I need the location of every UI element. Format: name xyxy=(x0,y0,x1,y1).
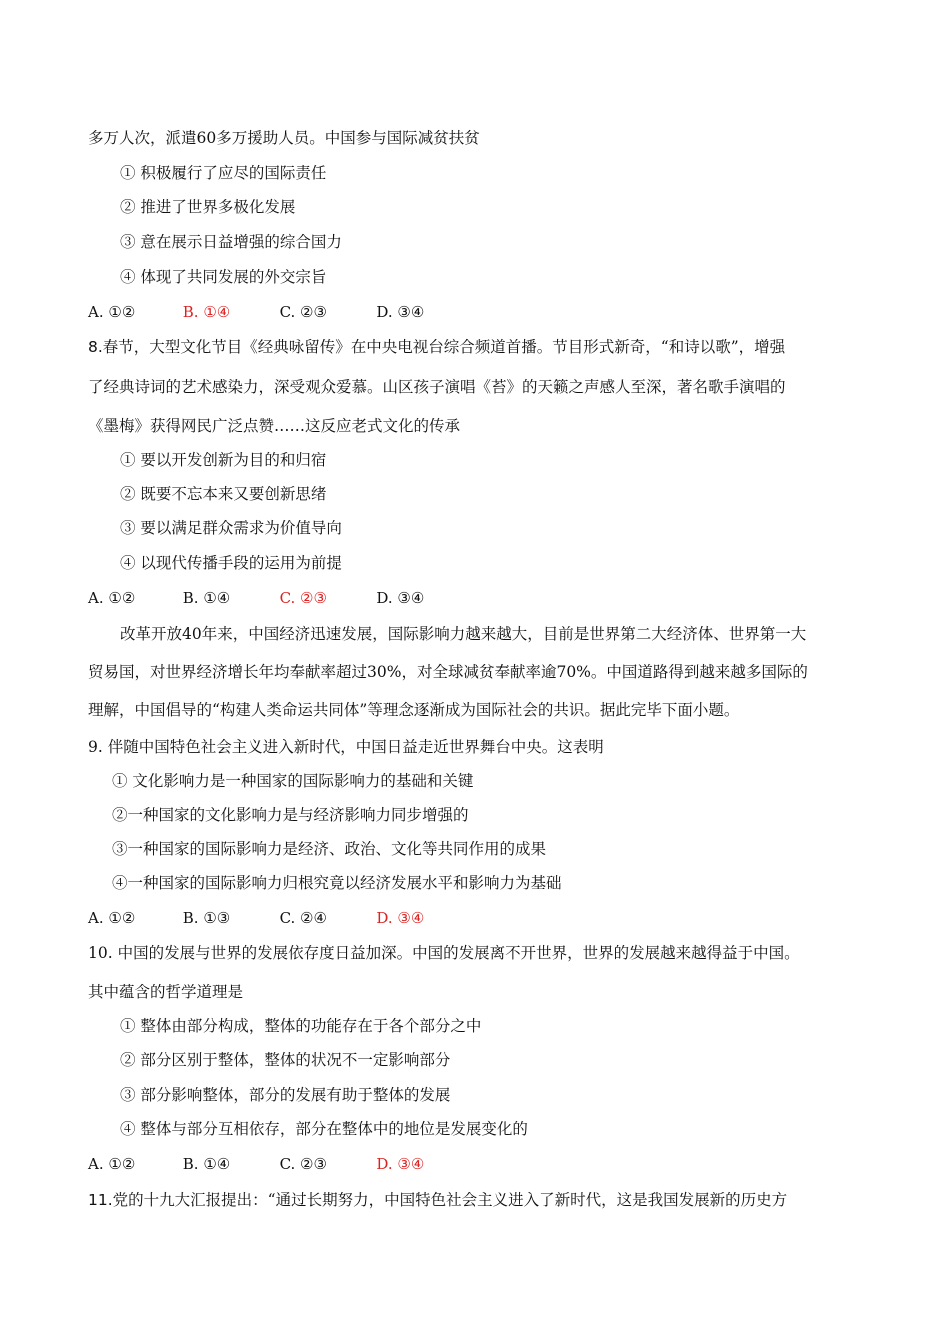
q9-answers xyxy=(88,908,424,928)
q8-option-1: ① 要以开发创新为目的和归宿 xyxy=(120,451,327,469)
q11-stem xyxy=(88,1190,787,1210)
passage-line-3: 理解，中国倡导的“构建人类命运共同体”等理念逐渐成为国际社会的共识。据此完毕下面小题。 xyxy=(88,701,740,719)
q7-option-3: ③ 意在展示日益增强的综合国力 xyxy=(120,233,342,251)
q7-option-4: ④ 体现了共同发展的外交宗旨 xyxy=(120,268,327,286)
q10-option-1: ① 整体由部分构成，整体的功能存在于各个部分之中 xyxy=(120,1017,482,1035)
q8-answers xyxy=(88,588,424,608)
q8-stem-line-3: 《墨梅》获得网民广泛点赞……这反应老式文化的传承 xyxy=(88,417,461,435)
q7-option-1: ① 积极履行了应尽的国际责任 xyxy=(120,164,327,182)
q8-option-4: ④ 以现代传播手段的运用为前提 xyxy=(120,554,342,572)
q11-stem-text: 党的十九大汇报提出：“通过长期努力，中国特色社会主义进入了新时代，这是我国发展新的历史方 xyxy=(112,1191,788,1209)
q10-answers xyxy=(88,1154,424,1174)
q11-number: 11. xyxy=(88,1191,113,1209)
q9-answer-b: B. ①③ xyxy=(182,909,231,927)
q10-option-3: ③ 部分影响整体，部分的发展有助于整体的发展 xyxy=(120,1086,451,1104)
q8-stem-line-2: 了经典诗词的艺术感染力，深受观众爱慕。山区孩子演唱《苔》的天籁之声感人至深，著名歌手演唱的 xyxy=(88,378,786,396)
q8-answer-b: B. ①④ xyxy=(182,589,231,607)
q10-stem-line-1: 10. 中国的发展与世界的发展依存度日益加深。中国的发展离不开世界，世界的发展越来越得益于中国。 xyxy=(88,944,800,962)
q9-option-3: ③一种国家的国际影响力是经济、政治、文化等共同作用的成果 xyxy=(112,840,547,858)
q9-answer-d: D. ③④ xyxy=(376,909,425,927)
q10-answer-c: C. ②③ xyxy=(279,1155,327,1173)
q8-stem-line-1 xyxy=(88,337,785,357)
q8-option-3: ③ 要以满足群众需求为价值导向 xyxy=(120,519,342,537)
q7-answer-c: C. ②③ xyxy=(279,303,327,321)
q10-option-4: ④ 整体与部分互相依存，部分在整体中的地位是发展变化的 xyxy=(120,1120,528,1138)
q8-answer-c: C. ②③ xyxy=(279,589,327,607)
q10-answer-d: D. ③④ xyxy=(376,1155,425,1173)
q8-answer-a: A. ①② xyxy=(88,589,136,607)
passage-line-1: 改革开放40年来，中国经济迅速发展，国际影响力越来越大，目前是世界第二大经济体、世界第一大 xyxy=(120,625,807,643)
q8-number: 8. xyxy=(88,338,103,356)
q9-answer-a: A. ①② xyxy=(88,909,136,927)
q7-answers xyxy=(88,302,424,322)
q10-stem-line-2: 其中蕴含的哲学道理是 xyxy=(88,983,244,1001)
passage-line-2: 贸易国，对世界经济增长年均奉献率超过30%，对全球减贫奉献率逾70%。中国道路得到越来越多国际的 xyxy=(88,663,808,681)
q10-option-2: ② 部分区别于整体，整体的状况不一定影响部分 xyxy=(120,1051,451,1069)
q7-answer-a: A. ①② xyxy=(88,303,136,321)
q8-option-2: ② 既要不忘本来又要创新思绪 xyxy=(120,485,327,503)
q8-answer-d: D. ③④ xyxy=(376,589,425,607)
q10-answer-a: A. ①② xyxy=(88,1155,136,1173)
q7-answer-b: B. ①④ xyxy=(182,303,231,321)
q7-option-2: ② 推进了世界多极化发展 xyxy=(120,198,296,216)
q10-answer-b: B. ①④ xyxy=(182,1155,231,1173)
q9-option-2: ②一种国家的文化影响力是与经济影响力同步增强的 xyxy=(112,806,469,824)
q9-option-1: ① 文化影响力是一种国家的国际影响力的基础和关键 xyxy=(112,772,474,790)
q8-stem-text: 春节，大型文化节目《经典咏留传》在中央电视台综合频道首播。节目形式新奇，“和诗以歌”，增强 xyxy=(102,338,786,356)
q9-option-4: ④一种国家的国际影响力归根究竟以经济发展水平和影响力为基础 xyxy=(112,874,562,892)
q9-stem: 9. 伴随中国特色社会主义进入新时代，中国日益走近世界舞台中央。这表明 xyxy=(88,738,604,756)
q7-stem-tail: 多万人次，派遣60多万援助人员。中国参与国际减贫扶贫 xyxy=(88,129,480,147)
q9-answer-c: C. ②④ xyxy=(279,909,327,927)
q7-answer-d: D. ③④ xyxy=(376,303,425,321)
